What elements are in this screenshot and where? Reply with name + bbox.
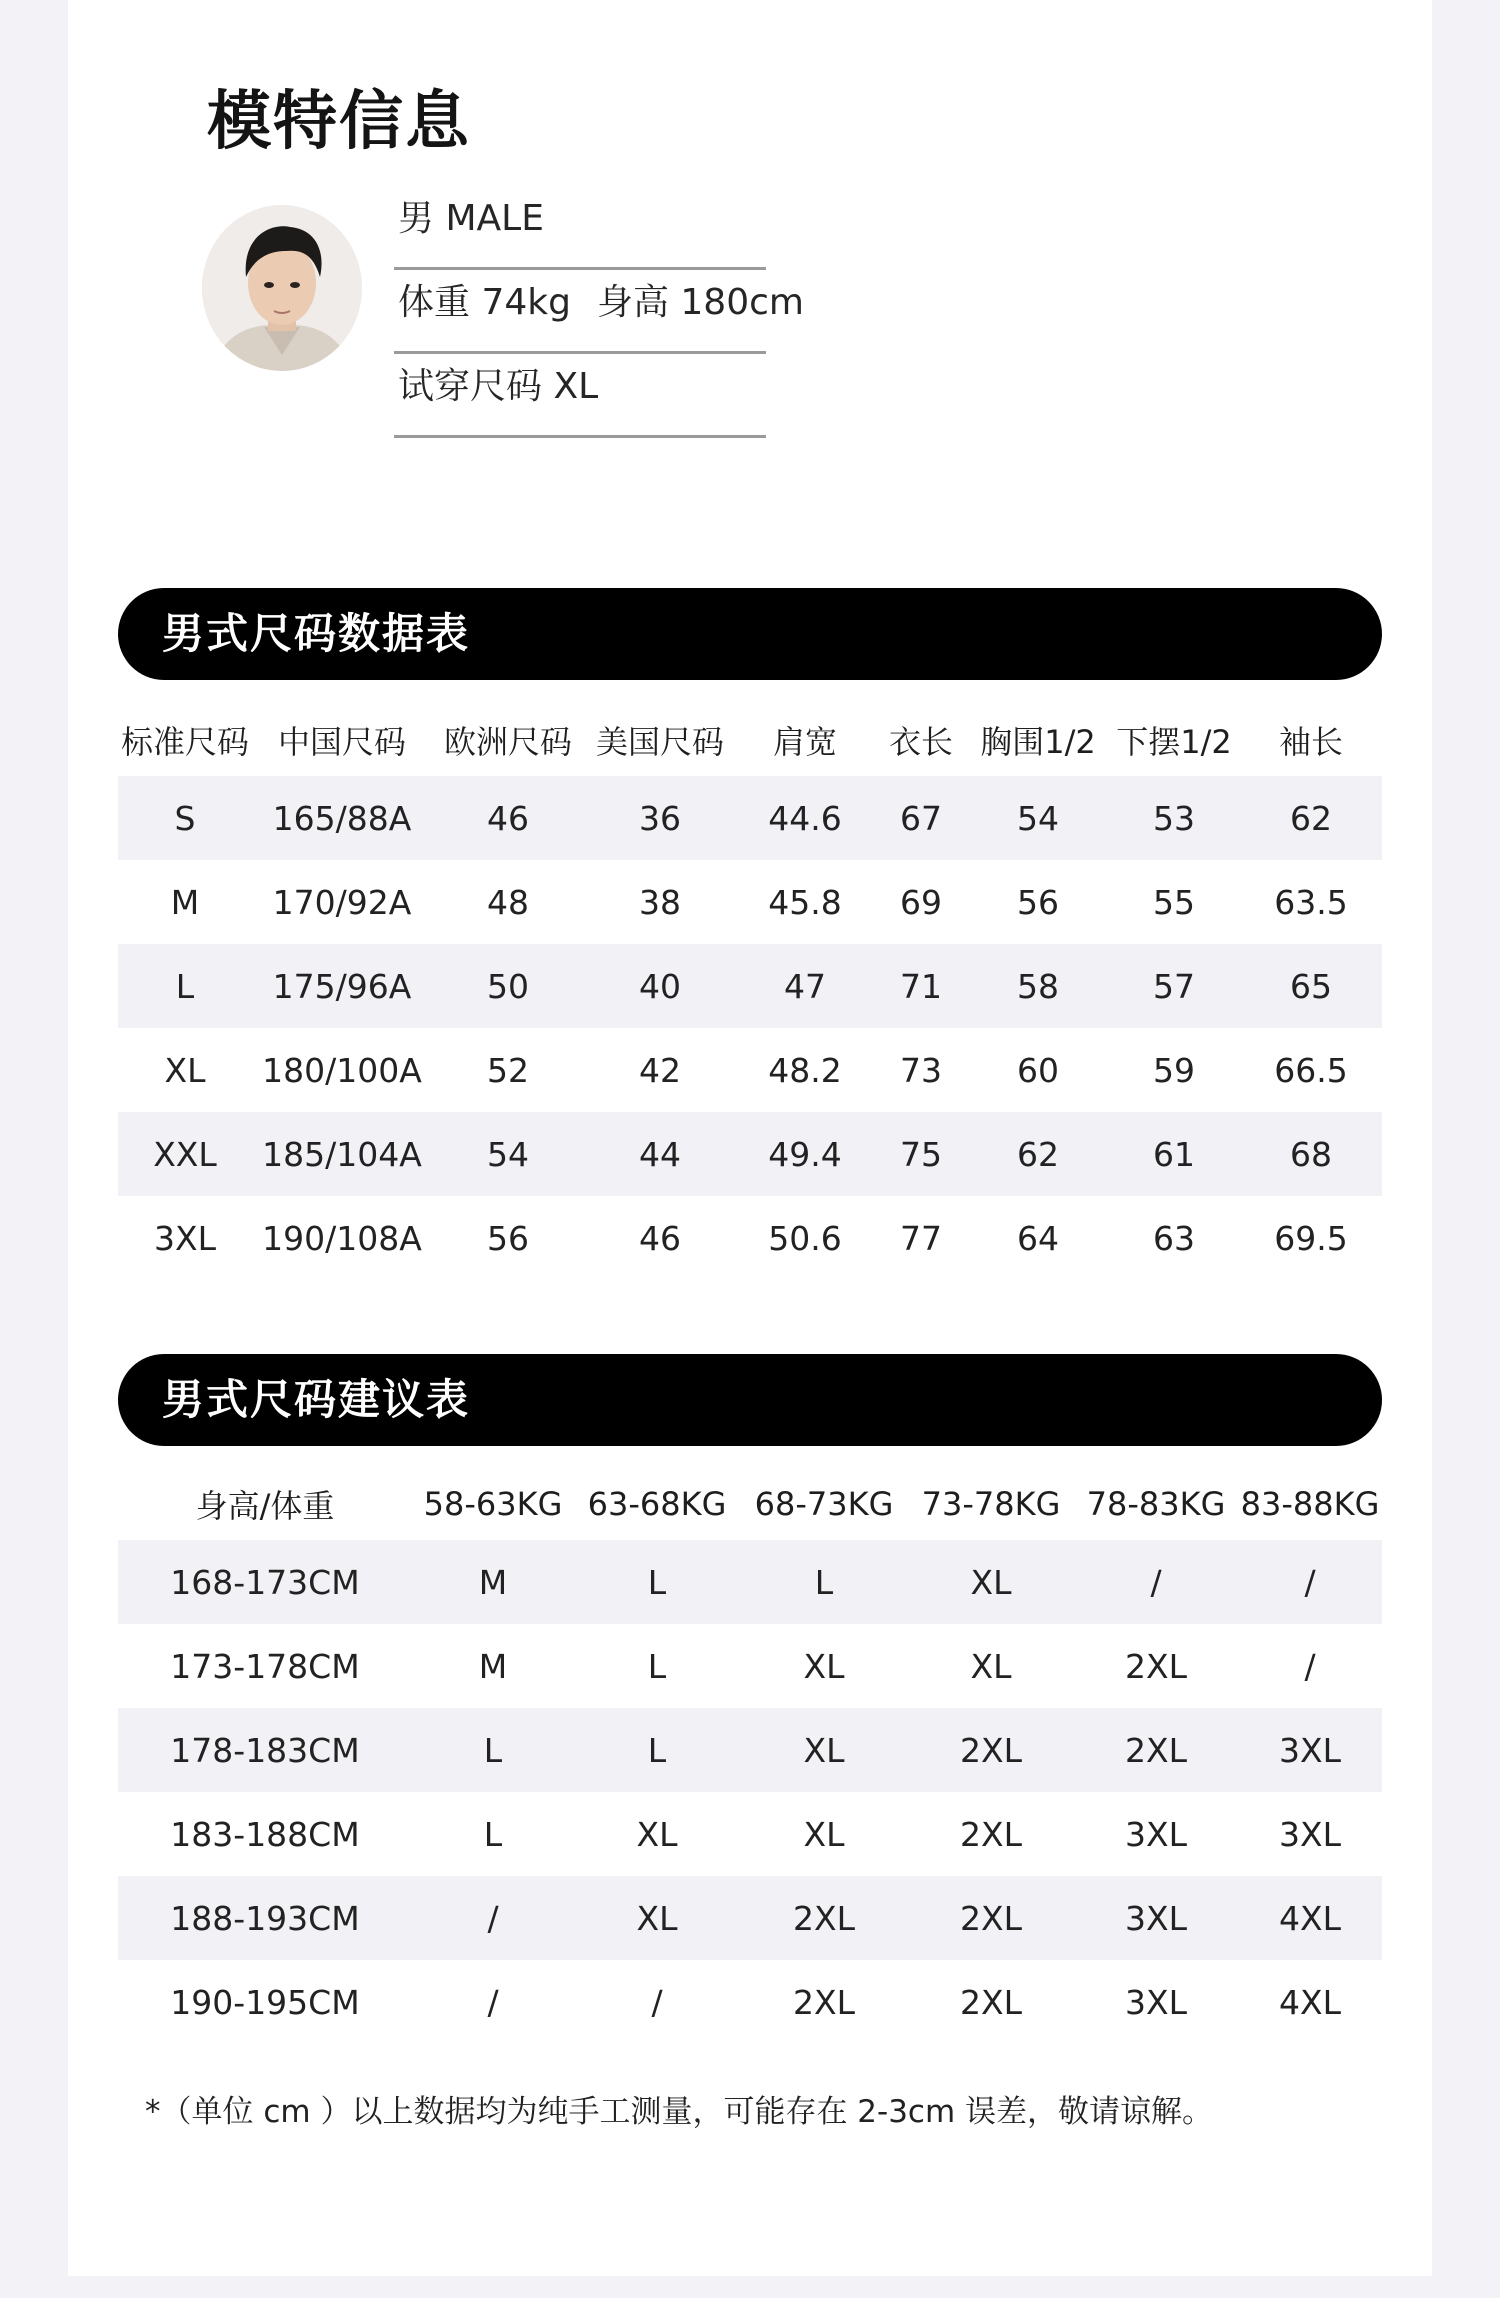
size-data-header-row <box>118 704 1382 776</box>
model-trial-size: 试穿尺码 XL <box>394 356 766 438</box>
size-advice-cell: 2XL <box>740 1876 908 1960</box>
size-advice-cell: 168-173CM <box>118 1540 412 1624</box>
size-advice-row <box>118 1708 1382 1792</box>
model-weight: 体重 74kg <box>398 282 571 323</box>
size-data-cell: 54 <box>432 1112 584 1196</box>
size-data-cell: 48.2 <box>768 1050 842 1090</box>
size-data-cell: 50.6 <box>768 1218 842 1258</box>
size-data-cell: 44 <box>584 1112 736 1196</box>
size-data-cell: 62 <box>1240 776 1382 860</box>
size-advice-cell: / <box>412 1876 574 1960</box>
size-advice-cell: XL <box>636 1814 678 1854</box>
size-advice-cell: XL <box>803 1646 845 1686</box>
size-data-cell: 59 <box>1153 1050 1195 1090</box>
size-data-cell: 180/100A <box>262 1050 422 1090</box>
size-data-cell: 56 <box>487 1218 529 1258</box>
size-data-cell: 38 <box>639 882 681 922</box>
size-advice-table <box>118 1468 1382 2044</box>
size-data-cell: XL <box>164 1050 206 1090</box>
measurement-footnote: *（单位 cm ）以上数据均为纯手工测量，可能存在 2-3cm 误差，敬请谅解。 <box>145 2094 1214 2130</box>
size-advice-row <box>118 1540 1382 1624</box>
size-advice-cell: L <box>647 1646 667 1686</box>
size-data-cell: 66.5 <box>1274 1050 1348 1090</box>
size-advice-cell: 2XL <box>1125 1646 1187 1686</box>
size-advice-cell: L <box>574 1708 740 1792</box>
size-data-cell: 56 <box>1017 882 1059 922</box>
size-data-cell: 58 <box>968 944 1108 1028</box>
size-data-row <box>118 1112 1382 1196</box>
size-advice-cell: XL <box>970 1646 1012 1686</box>
size-advice-cell: L <box>483 1814 503 1854</box>
size-advice-cell: / <box>651 1982 663 2022</box>
size-advice-header-cell: 78-83KG <box>1086 1485 1226 1523</box>
size-advice-header-row <box>118 1468 1382 1540</box>
size-advice-row <box>118 1876 1382 1960</box>
size-data-cell: 165/88A <box>252 776 432 860</box>
model-info-title: 模特信息 <box>207 85 471 159</box>
size-advice-cell: 3XL <box>1238 1708 1382 1792</box>
size-data-cell: 73 <box>900 1050 942 1090</box>
size-data-header-cell: 中国尺码 <box>277 723 406 761</box>
size-advice-cell: 2XL <box>960 1982 1022 2022</box>
size-advice-cell: 2XL <box>1074 1708 1238 1792</box>
size-data-cell: 44.6 <box>736 776 874 860</box>
size-advice-cell: XL <box>574 1876 740 1960</box>
size-advice-cell: 3XL <box>1125 1982 1187 2022</box>
size-advice-header-cell: 73-78KG <box>921 1485 1061 1523</box>
size-data-cell: 42 <box>639 1050 681 1090</box>
size-advice-cell: 4XL <box>1279 1982 1341 2022</box>
size-advice-header-cell: 58-63KG <box>423 1485 563 1523</box>
size-advice-cell: M <box>478 1646 508 1686</box>
size-data-cell: 36 <box>584 776 736 860</box>
size-advice-cell: 190-195CM <box>170 1982 360 2022</box>
size-advice-cell: / <box>1304 1646 1316 1686</box>
size-advice-header-cell: 83-88KG <box>1240 1485 1380 1523</box>
model-height: 身高 180cm <box>596 282 804 323</box>
size-data-cell: 185/104A <box>252 1112 432 1196</box>
size-data-cell: 69.5 <box>1274 1218 1348 1258</box>
size-data-body <box>118 776 1382 1280</box>
size-advice-cell: L <box>574 1540 740 1624</box>
size-advice-cell: 178-183CM <box>118 1708 412 1792</box>
size-data-row <box>118 860 1382 944</box>
size-data-cell: 170/92A <box>272 882 412 922</box>
size-advice-cell: / <box>1074 1540 1238 1624</box>
size-data-row <box>118 1028 1382 1112</box>
size-data-header-cell: 衣长 <box>888 723 953 761</box>
size-data-cell: 67 <box>874 776 968 860</box>
size-advice-row <box>118 1624 1382 1708</box>
size-advice-header-cell: 63-68KG <box>587 1485 727 1523</box>
size-advice-cell: 173-178CM <box>170 1646 360 1686</box>
size-data-cell: 55 <box>1153 882 1195 922</box>
size-advice-cell: / <box>487 1982 499 2022</box>
model-body-stats <box>394 272 804 354</box>
size-data-cell: 50 <box>432 944 584 1028</box>
size-data-cell: 52 <box>487 1050 529 1090</box>
size-data-cell: 69 <box>900 882 942 922</box>
size-data-cell: XXL <box>118 1112 252 1196</box>
size-advice-cell: 183-188CM <box>170 1814 360 1854</box>
size-data-cell: 65 <box>1240 944 1382 1028</box>
size-data-table-title: 男式尺码数据表 <box>118 588 1382 680</box>
size-data-cell: 45.8 <box>768 882 842 922</box>
size-data-header-cell: 美国尺码 <box>595 723 724 761</box>
size-data-header-cell: 肩宽 <box>772 723 837 761</box>
model-gender: 男 MALE <box>394 188 766 270</box>
size-data-cell: 190/108A <box>262 1218 422 1258</box>
size-data-cell: 48 <box>487 882 529 922</box>
size-advice-cell: L <box>740 1540 908 1624</box>
size-data-cell: 63.5 <box>1274 882 1348 922</box>
size-data-header-cell: 标准尺码 <box>120 723 249 761</box>
size-data-cell: 49.4 <box>736 1112 874 1196</box>
size-data-cell: 54 <box>968 776 1108 860</box>
size-advice-cell: 3XL <box>1125 1814 1187 1854</box>
size-advice-cell: L <box>412 1708 574 1792</box>
size-data-cell: 68 <box>1240 1112 1382 1196</box>
size-data-row <box>118 1196 1382 1280</box>
size-data-cell: 71 <box>874 944 968 1028</box>
size-data-cell: 47 <box>736 944 874 1028</box>
model-avatar <box>202 205 362 371</box>
size-advice-cell: XL <box>908 1540 1074 1624</box>
size-advice-cell: 4XL <box>1238 1876 1382 1960</box>
size-data-cell: L <box>118 944 252 1028</box>
size-advice-cell: XL <box>740 1708 908 1792</box>
size-data-cell: 60 <box>1017 1050 1059 1090</box>
size-data-cell: 175/96A <box>252 944 432 1028</box>
size-data-header-cell: 袖长 <box>1278 723 1343 761</box>
size-data-cell: 61 <box>1108 1112 1240 1196</box>
size-data-row <box>118 776 1382 860</box>
size-data-cell: 63 <box>1153 1218 1195 1258</box>
size-advice-cell: / <box>1238 1540 1382 1624</box>
size-advice-cell: 2XL <box>960 1814 1022 1854</box>
size-advice-cell: 3XL <box>1074 1876 1238 1960</box>
size-advice-row <box>118 1960 1382 2044</box>
size-data-cell: 46 <box>639 1218 681 1258</box>
size-advice-cell: XL <box>803 1814 845 1854</box>
size-data-cell: 53 <box>1108 776 1240 860</box>
size-advice-header-cell: 身高/体重 <box>195 1487 335 1525</box>
model-portrait-image <box>202 205 362 371</box>
size-data-cell: 3XL <box>154 1218 216 1258</box>
size-advice-cell: 2XL <box>908 1708 1074 1792</box>
size-data-cell: 57 <box>1108 944 1240 1028</box>
size-data-row <box>118 944 1382 1028</box>
size-data-cell: M <box>170 882 200 922</box>
size-data-cell: 46 <box>432 776 584 860</box>
size-advice-table-title: 男式尺码建议表 <box>118 1354 1382 1446</box>
size-data-cell: 62 <box>968 1112 1108 1196</box>
size-advice-header-cell: 68-73KG <box>754 1485 894 1523</box>
size-data-header-cell: 欧洲尺码 <box>443 723 572 761</box>
size-data-table <box>118 704 1382 1280</box>
size-advice-cell: 3XL <box>1279 1814 1341 1854</box>
size-advice-cell: 2XL <box>908 1876 1074 1960</box>
size-data-cell: 77 <box>900 1218 942 1258</box>
size-data-header-cell: 胸围1/2 <box>980 723 1096 761</box>
size-data-cell: 64 <box>1017 1218 1059 1258</box>
size-advice-cell: 188-193CM <box>118 1876 412 1960</box>
size-data-cell: S <box>118 776 252 860</box>
size-data-cell: 40 <box>584 944 736 1028</box>
size-data-cell: 75 <box>874 1112 968 1196</box>
size-advice-row <box>118 1792 1382 1876</box>
size-advice-body <box>118 1540 1382 2044</box>
size-data-header-cell: 下摆1/2 <box>1116 723 1232 761</box>
size-advice-cell: M <box>412 1540 574 1624</box>
size-advice-cell: 2XL <box>793 1982 855 2022</box>
